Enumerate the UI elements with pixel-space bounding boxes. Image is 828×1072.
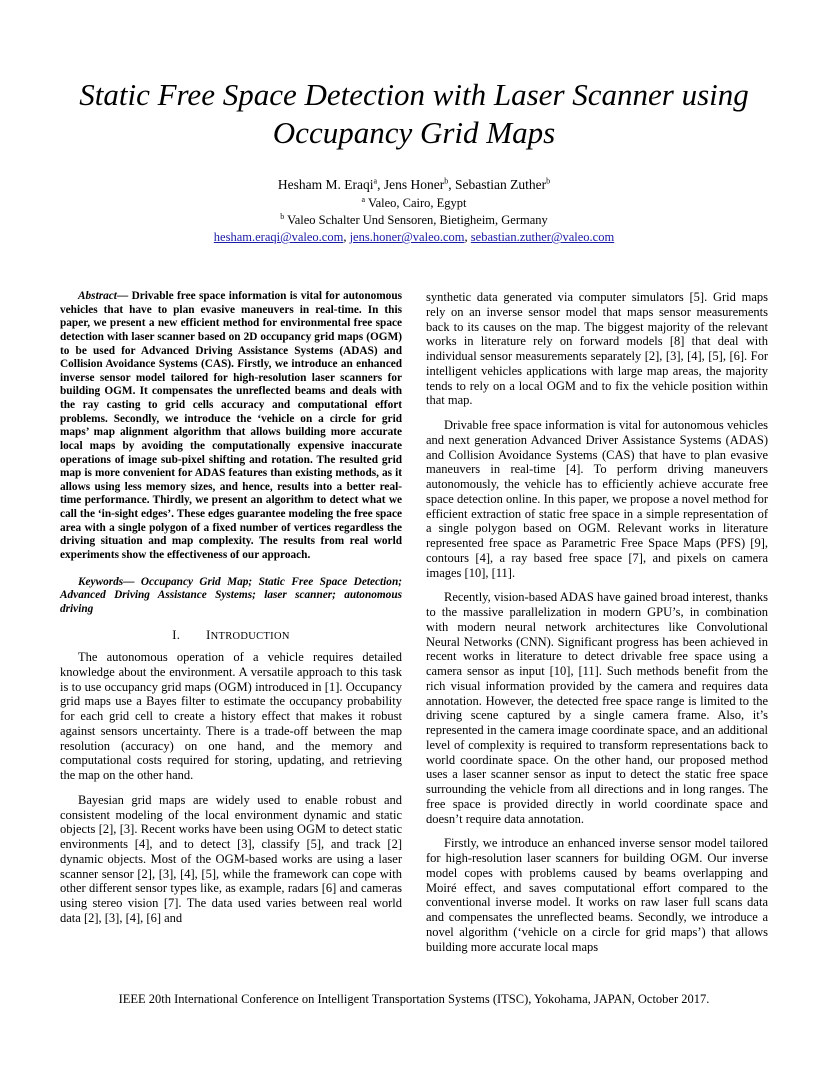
body-paragraph: Firstly, we introduce an enhanced inverse sensor model tailored for high-resolution laser scanners for building OGM. Our inverse model copes with problems caused by beams overlapping and Moiré effect, and saves computational effort compared to the conventional inverse model. It works on raw laser full scans data and compensates the unreflected beams. Secondly, we introduce a novel algorithm (‘vehicle on a circle for grid maps’) that allows building more accurate local maps [426,836,768,954]
affiliation-marker: a [373,176,378,186]
section-heading-introduction [60,628,402,644]
paper-title [40,76,788,152]
author-name: Jens Honer [383,177,445,192]
keywords [60,576,402,617]
email-separator: , [464,230,471,244]
abstract [60,290,402,563]
affiliation-marker: b [280,211,285,221]
conference-footer: IEEE 20th International Conference on Intelligent Transportation Systems (ITSC), Yokohama, JAPAN, October 2017. [118,992,710,1006]
keywords-dash: — [123,575,141,588]
email-link[interactable]: sebastian.zuther@valeo.com [470,230,615,244]
keywords-label: Keywords [78,575,124,588]
author-name: Sebastian Zuther [454,177,547,192]
body-paragraph: Bayesian grid maps are widely used to enable robust and consistent modeling of the local environment dynamic and static objects [2], [3]. Recent works have been using OGM to detect static environments [4], and to detect [3], classify [5], and track [2] dynamic objects. Most of the OGM-based works are using a laser scanner sensor [2], [3], [4], [5], while the framework can cope with other different sensor types like, as example, radars [6] and cameras using stereo vision [7]. The data used varies between real world data [2], [3], [4], [6] and [60,792,402,925]
affiliation-marker: b [444,176,449,186]
body-paragraph: Drivable free space information is vital for autonomous vehicles and next generation Advanced Driver Assistance Systems (ADAS) and Collision Avoidance Systems (CAS) that have to plan evasive maneuvers in real-time [4]. To perform driving maneuvers autonomously, the vehicle has to efficiently achieve accurate free space detection online. In this paper, we propose a novel method for efficient extraction of static free space in a simple representation of a single polygon based on OGM. Relevant works in literature represented free space as Parametric Free Space Maps (PFS) [9], contours [4], a ray based free space [7], and pixels on camera images [10], [11]. [426,418,768,580]
title-line-2: Occupancy Grid Maps [272,115,556,150]
abstract-label: Abstract [78,290,117,302]
body-paragraph: The autonomous operation of a vehicle requires detailed knowledge about the environment. A versatile approach to this task is to use occupancy grid maps (OGM) introduced in [1]. Occupancy grid maps use a Bayes filter to estimate the occupancy probability for each grid cell to create a history effect that makes it robust against sensors uncertainty. There is a trade-off between the map resolution (accuracy) on one hand, and the memory and computational costs required for storing, updating, and retrieving the map on the other hand. [60,650,402,782]
section-title-rest: NTRODUCTION [210,631,290,642]
body-paragraph: synthetic data generated via computer simulators [5]. Grid maps rely on an inverse sensor model that maps sensor measurements back to its causes on the map. The biggest majority of the relevant works in literature rely on forward models [8] that deal with individual sensor measurements separately [2], [3], [4], [5], [6]. For intelligent vehicles applications with large map areas, the majority tends to rely on a local OGM and to fix the vehicle position within that map. [426,290,768,408]
section-title-initial: I [206,628,211,642]
email-separator: , [343,230,350,244]
email-link[interactable]: hesham.eraqi@valeo.com [213,230,344,244]
affiliation-text: Valeo Schalter Und Sensoren, Bietigheim, Germany [287,213,548,227]
left-column [60,290,402,926]
abstract-text: Drivable free space information is vital for autonomous vehicles that have to plan evasive maneuvers in real-time. In this paper, we present a new efficient method for environmental free space detection with laser scanner based on 2D occupancy grid maps (OGM) to be used for Advanced Driving Assistance Systems (ADAS) and Collision Avoidance Systems (CAS). Firstly, we introduce an enhanced inverse sensor model tailored for high-resolution laser scanners for building OGM. It compensates the unreflected beams and deals with the ray casting to grid cells accuracy and computational effort problems. Secondly, we introduce the ‘vehicle on a circle for grid maps’ map alignment algorithm that allows building more accurate local maps by avoiding the computationally expensive inaccurate operations of image sub-pixel shifting and rotation. The resulted grid map is more convenient for ADAS features than existing methods, as it allows using less memory sizes, and hence, results into a better real-time performance. Thirdly, we present an algorithm to detect what we call the ‘in-sight edges’. These edges guarantee modeling the free space area with a single polygon of a fixed number of vertices regardless the driving situation and map complexity. The results from real world experiments show the effectiveness of our approach. [60,290,403,561]
email-link[interactable]: jens.honer@valeo.com [349,230,465,244]
abstract-dash: — [116,290,132,302]
author-list [40,176,788,193]
keywords-text: Occupancy Grid Map; Static Free Space Detection; Advanced Driving Assistance Systems; laser scanner; autonomous driving [60,575,402,615]
title-line-1: Static Free Space Detection with Laser Scanner using [79,77,749,112]
section-number: I. [172,628,181,642]
author-separator: , [448,177,455,192]
author-separator: , [377,177,384,192]
author-name: Hesham M. Eraqi [277,177,374,192]
affiliation-marker: a [361,194,366,204]
affiliation-marker: b [546,176,551,186]
body-paragraph: Recently, vision-based ADAS have gained broad interest, thanks to the massive parallelization in modern GPU’s, in combination with modern neural network architectures like Convolutional Neural Networks (CNN). Significant progress has been achieved in recent works in literature to detect drivable free space using a camera sensor as input [10], [11]. Such methods benefit from the rich visual information provided by the camera and requires data annotation. However, the detected free space range is limited to the driving scene captured by a single camera frame. Also, it’s represented in the camera image coordinate space, and an additional level of complexity is required to transform representations back to world coordinate space. On the other hand, our proposed method uses a laser scanner sensor as input to detect the static free space surrounding the vehicle from all directions and in long ranges. The free space is provided directly in world coordinate space and doesn’t require data annotation. [426,590,768,826]
email-list [40,230,788,245]
affiliation-text: Valeo, Cairo, Egypt [367,196,467,210]
affiliation-a [40,196,788,211]
right-column [426,290,768,954]
affiliation-b [40,213,788,228]
